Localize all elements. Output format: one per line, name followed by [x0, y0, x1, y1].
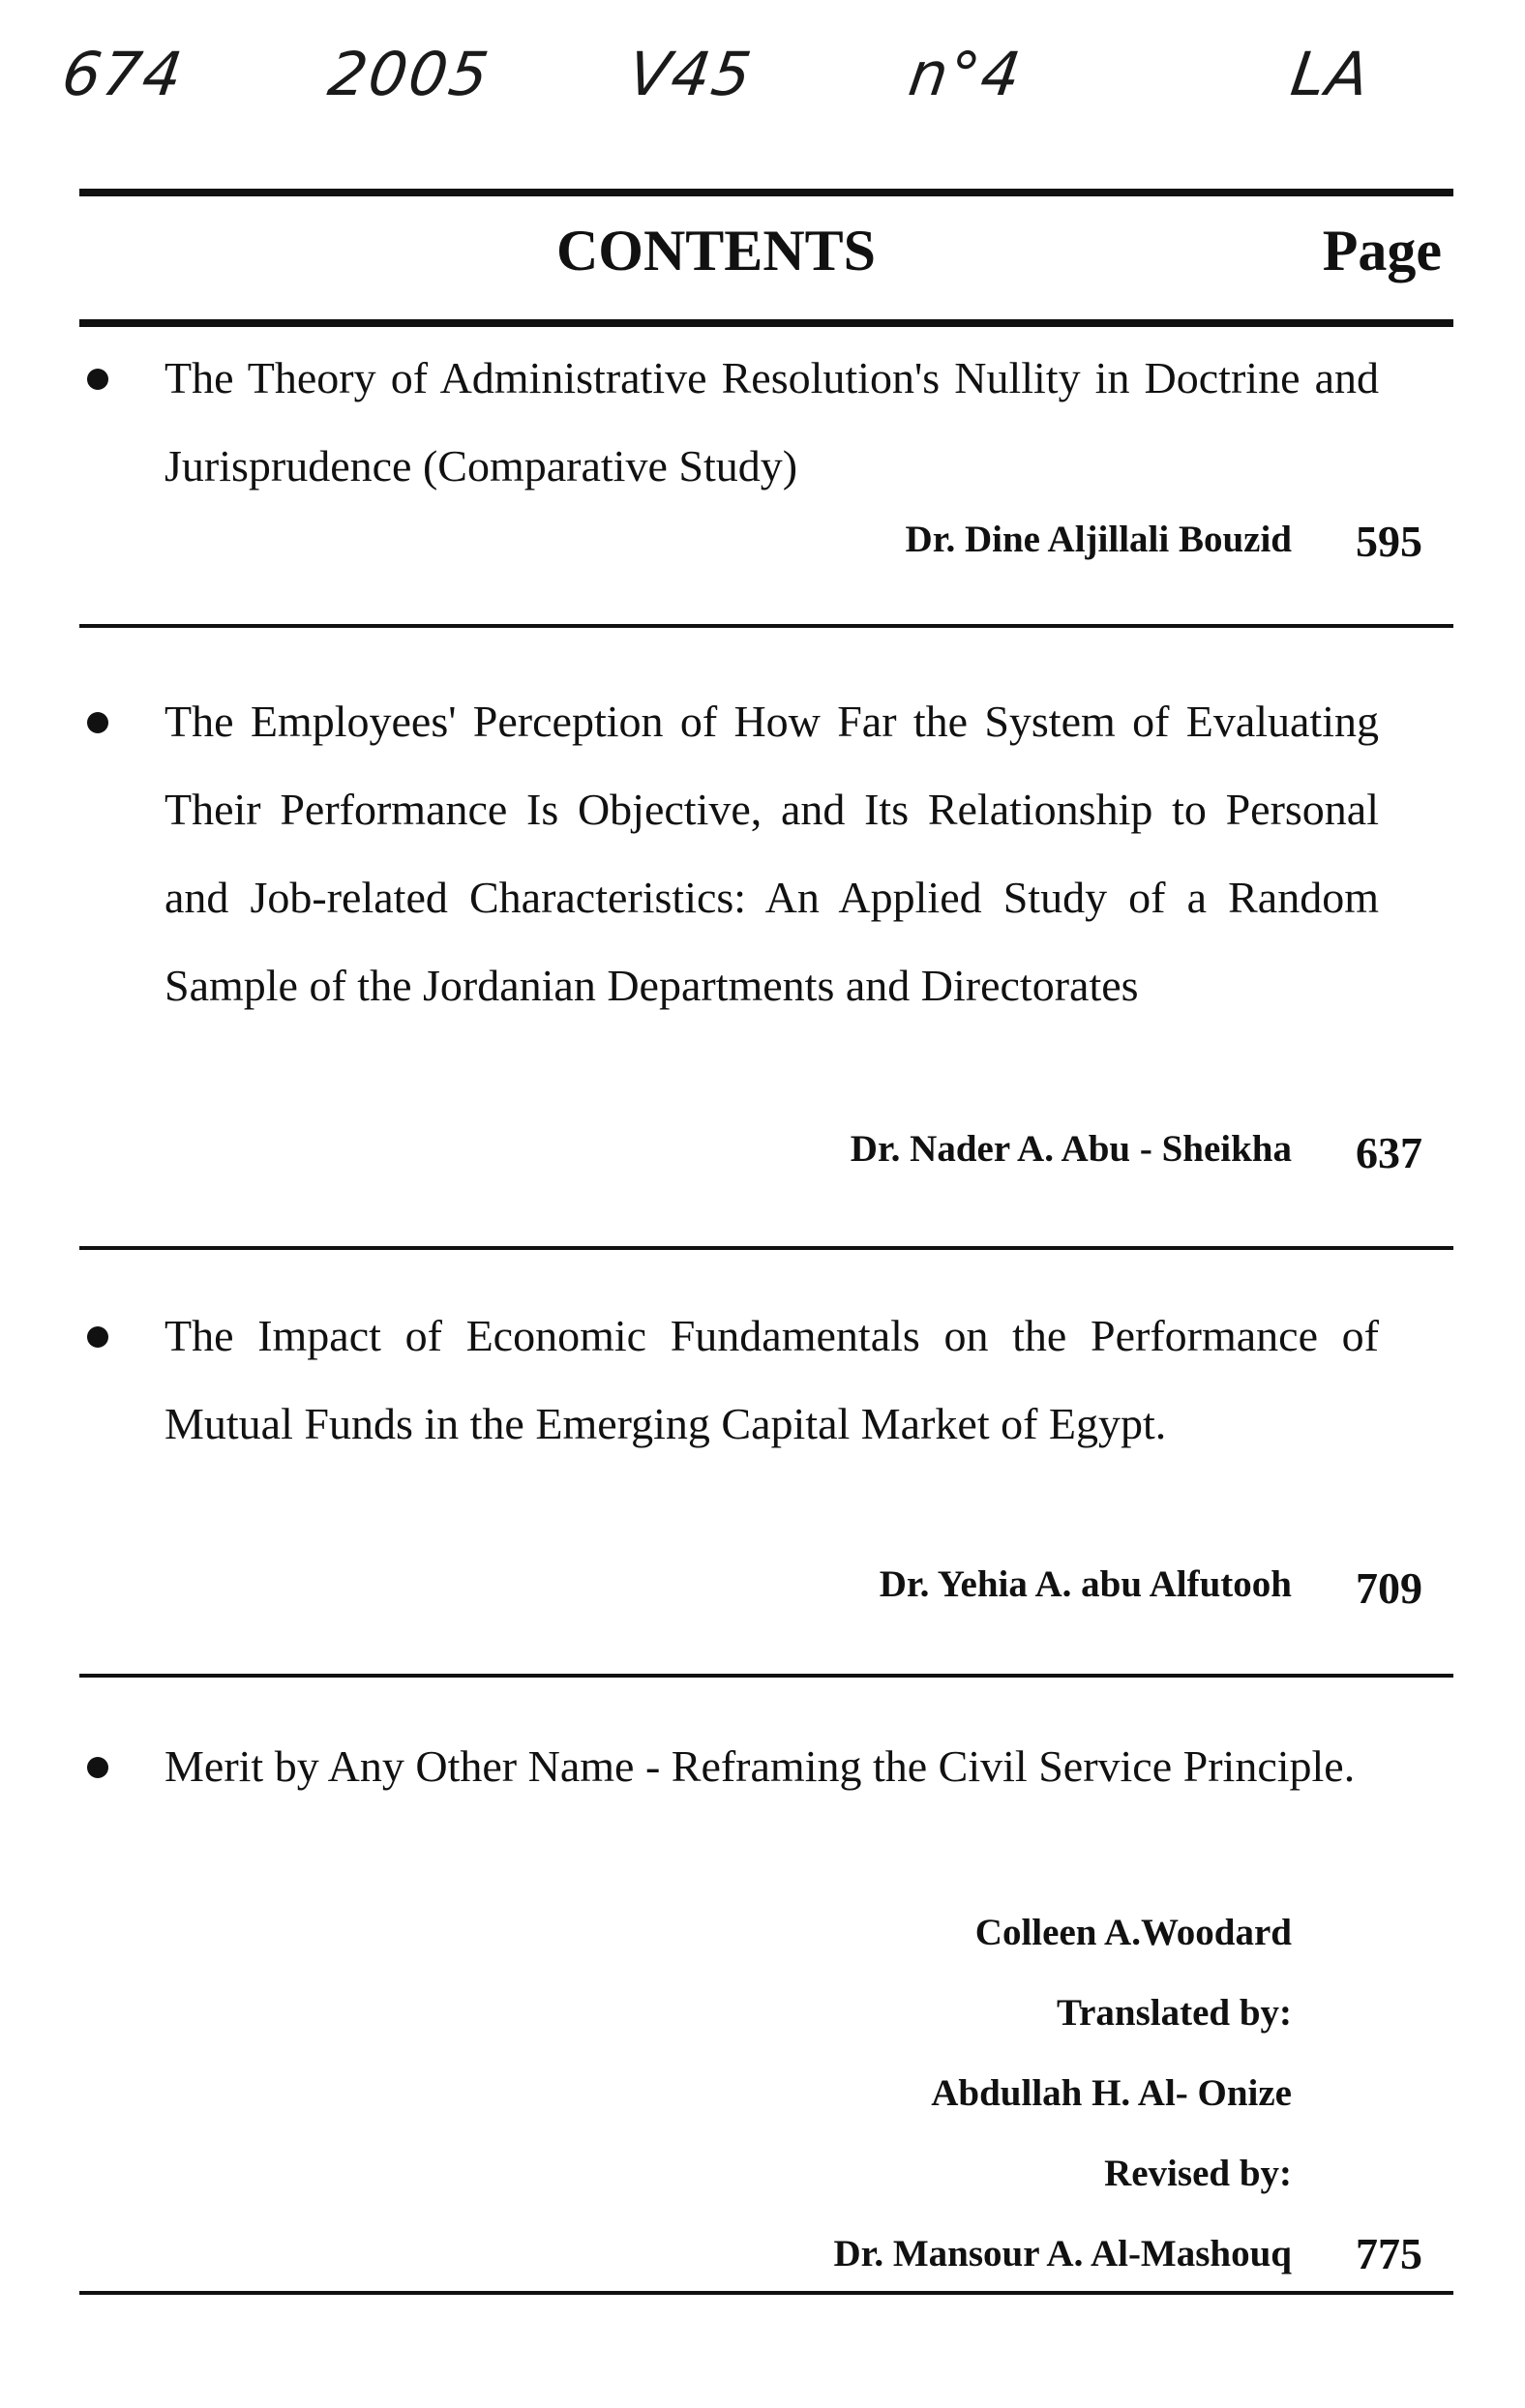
entry-translated-label: Translated by:	[1056, 1992, 1292, 2034]
entry-revised-label: Revised by:	[1104, 2153, 1292, 2194]
bullet-icon	[87, 1757, 108, 1778]
page-column-label: Page	[1322, 219, 1442, 282]
entry-title: The Impact of Economic Fundamentals on the Performance of Mutual Funds in the Emerging Capital Market of Egypt.	[164, 1311, 1379, 1448]
entry-author: Dr. Nader A. Abu - Sheikha	[850, 1128, 1292, 1170]
entry-title: The Theory of Administrative Resolution's Nullity in Doctrine and Jurisprudence (Comparative Study)	[164, 353, 1379, 491]
header-bottom-rule	[79, 319, 1453, 327]
entry-author: Dr. Dine Aljillali Bouzid	[905, 519, 1292, 560]
page-title: CONTENTS	[555, 219, 877, 282]
entry-author: Colleen A.Woodard	[974, 1912, 1292, 1953]
entry-title: The Employees' Perception of How Far the System of Evaluating Their Performance Is Objective, and Its Relationship to Personal and Job-related Characteristics: An Applied Study of a Random Sample of the Jordanian Departments and Directorates	[164, 697, 1379, 1010]
entry-divider	[79, 2291, 1453, 2295]
entry-divider	[79, 1246, 1453, 1250]
entry-translator: Abdullah H. Al- Onize	[931, 2072, 1292, 2114]
entry-title: Merit by Any Other Name - Reframing the Civil Service Principle.	[164, 1741, 1356, 1791]
entry-author: Dr. Yehia A. abu Alfutooh	[879, 1563, 1292, 1605]
bullet-icon	[87, 369, 108, 390]
handwritten-note-item: 2005	[323, 39, 494, 109]
handwritten-note-item: LA	[1286, 39, 1376, 109]
handwritten-note-item: V45	[623, 39, 758, 109]
handwritten-note-item: 674	[57, 39, 189, 109]
entry-page-number: 637	[1356, 1128, 1422, 1177]
entry-page-number: 709	[1356, 1563, 1422, 1613]
entry-reviser: Dr. Mansour A. Al-Mashouq	[833, 2233, 1292, 2274]
entry-page-number: 775	[1356, 2229, 1422, 2278]
header-top-rule	[79, 189, 1453, 196]
entry-page-number: 595	[1356, 517, 1422, 566]
handwritten-note-item: n°4	[904, 39, 1027, 109]
handwritten-note	[0, 29, 1525, 135]
bullet-icon	[87, 1326, 108, 1348]
entry-divider	[79, 1674, 1453, 1678]
entry-divider	[79, 624, 1453, 628]
bullet-icon	[87, 712, 108, 733]
